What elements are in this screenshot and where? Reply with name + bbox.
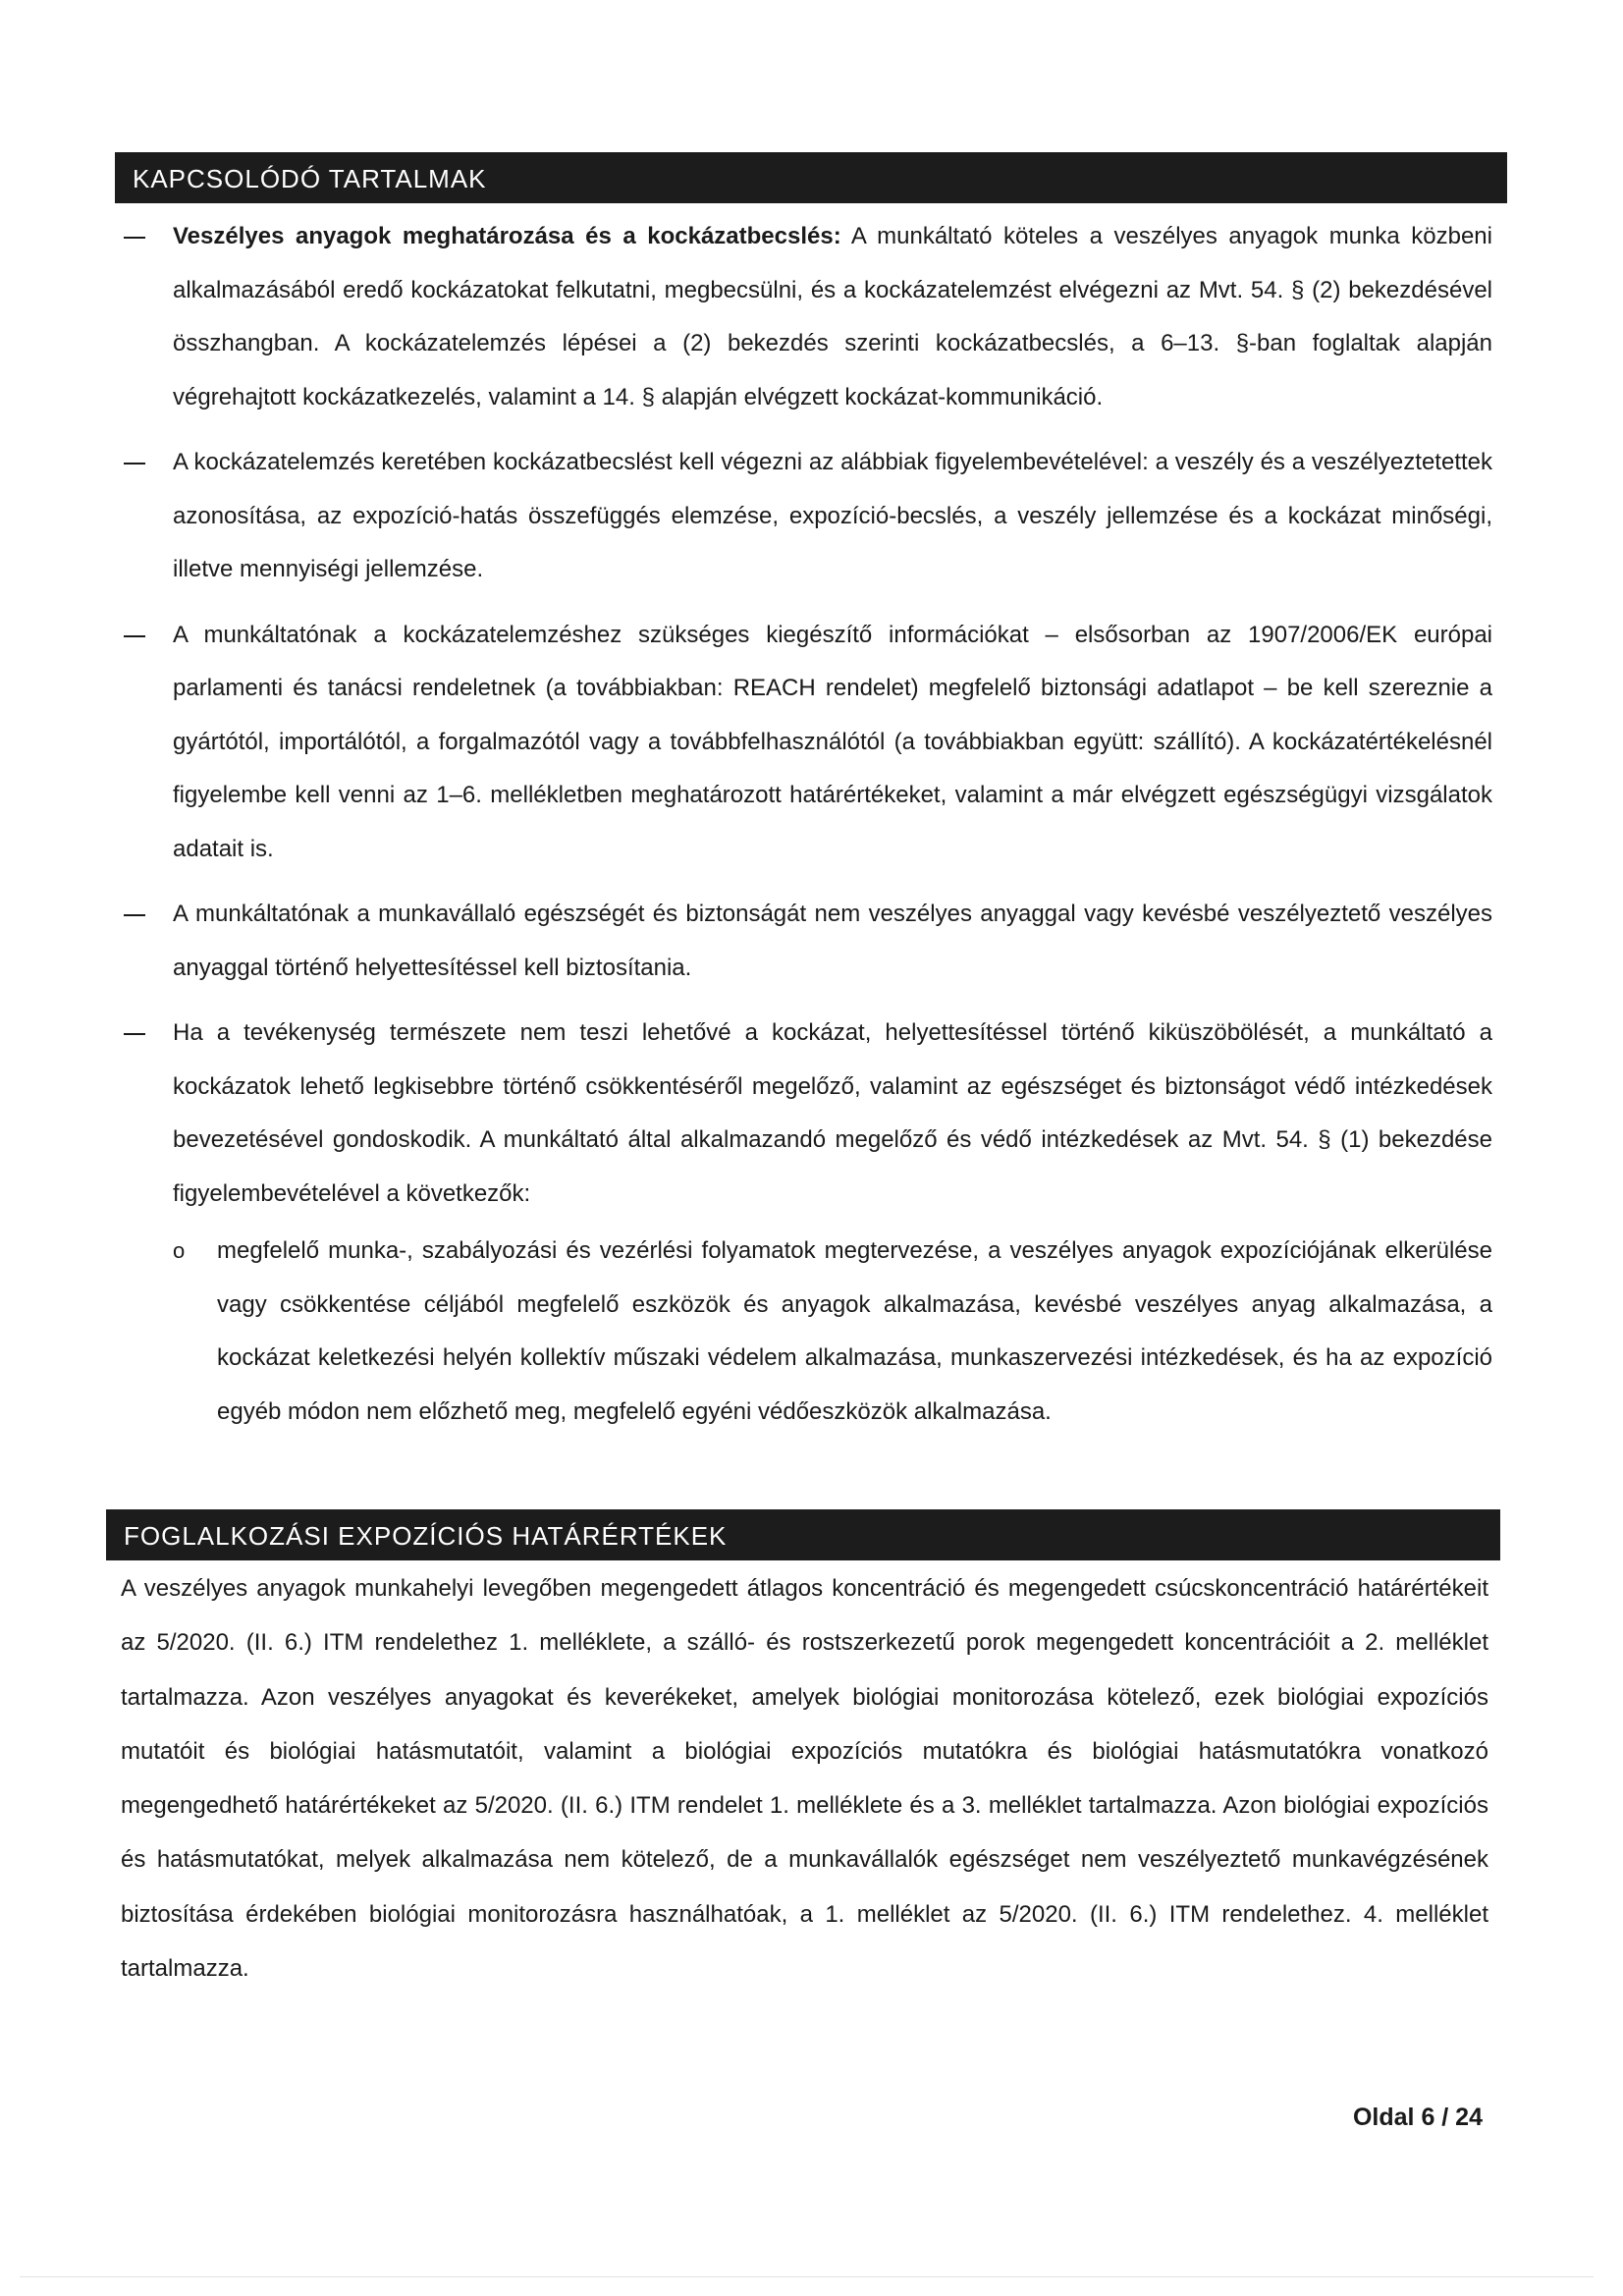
list-item <box>118 888 1492 995</box>
related-content-list <box>118 210 1492 1450</box>
list-item <box>118 436 1492 597</box>
page-number: Oldal 6 / 24 <box>1352 2104 1483 2131</box>
list-item-text: A munkáltató köteles a veszélyes anyagok munka közbeni alkalmazásából eredő kockázatokat felkutatni, megbecsülni, és a kockázatelemzést elvégezni az Mvt. 54. § (2) bekezdésével összhangban. A kockázatelemzés lépései a (2) bekezdés szerinti kockázatbecslés, a 6–13. §-ban foglaltak alapján végrehajtott kockázatkezelés, valamint a 14. § alapján elvégzett kockázat-kommunikáció. <box>173 223 1492 410</box>
page-edge-divider <box>20 2276 1594 2277</box>
sub-list-item-text: megfelelő munka-, szabályozási és vezérlési folyamatok megtervezése, a veszélyes anyagok expozíciójának elkerülése vagy csökkentése céljából megfelelő eszközök és anyagok alkalmazása, kevésbé veszélyes anyag alkalmazása, a kockázat keletkezési helyén kollektív műszaki védelem alkalmazása, munkaszervezési intézkedések, és ha az expozíció egyéb módon nem előzhető meg, megfelelő egyéni védőeszközök alkalmazása. <box>217 1237 1492 1425</box>
list-item-text: A munkáltatónak a munkavállaló egészségét és biztonságát nem veszélyes anyaggal vagy kevésbé veszélyeztető veszélyes anyaggal történő helyettesítéssel kell biztosítania. <box>173 901 1492 981</box>
list-item <box>118 210 1492 424</box>
section-heading-kapcsolodo-tartalmak: KAPCSOLÓDÓ TARTALMAK <box>115 152 1507 203</box>
list-item <box>118 1007 1492 1439</box>
list-item-lead: Veszélyes anyagok meghatározása és a kockázatbecslés: <box>173 223 841 249</box>
section-heading-foglalkozasi-expozicios-hatarertekek: FOGLALKOZÁSI EXPOZÍCIÓS HATÁRÉRTÉKEK <box>106 1509 1500 1560</box>
sub-list <box>173 1225 1492 1439</box>
sub-list-item <box>173 1225 1492 1439</box>
exposure-limits-paragraph: A veszélyes anyagok munkahelyi levegőben megengedett átlagos koncentráció és megengedett csúcskoncentráció határértékeit az 5/2020. (II. 6.) ITM rendelethez 1. melléklete, a szálló- és rostszerkezetű porok megengedett koncentrációit a 2. melléklet tartalmazza. Azon veszélyes anyagokat és keverékeket, amelyek biológiai monitorozása kötelező, ezek biológiai expozíciós mutatóit és biológiai hatásmutatóit, valamint a biológiai expozíciós mutatókra és biológiai hatásmutatókra vonatkozó megengedhető határértékeket az 5/2020. (II. 6.) ITM rendelet 1. melléklete és a 3. melléklet tartalmazza. Azon biológiai expozíciós és hatásmutatókat, melyek alkalmazása nem kötelező, de a munkavállalók egészséget nem veszélyeztető munkavégzésének biztosítása érdekében biológiai monitorozásra használhatóak, a 1. melléklet az 5/2020. (II. 6.) ITM rendelethez. 4. melléklet tartalmazza. <box>121 1575 1488 1983</box>
list-item-text: Ha a tevékenység természete nem teszi lehetővé a kockázat, helyettesítéssel történő kiküszöbölését, a munkáltató a kockázatok lehető legkisebbre történő csökkentéséről megelőző, valamint az egészséget és biztonságot védő intézkedések bevezetésével gondoskodik. A munkáltató által alkalmazandó megelőző és védő intézkedések az Mvt. 54. § (1) bekezdése figyelembevételével a következők: <box>173 1019 1492 1207</box>
list-item-text: A munkáltatónak a kockázatelemzéshez szükséges kiegészítő információkat – elsősorban az 1907/2006/EK európai parlamenti és tanácsi rendeletnek (a továbbiakban: REACH rendelet) megfelelő biztonsági adatlapot – be kell szereznie a gyártótól, importálótól, a forgalmazótól vagy a továbbfelhasználótól (a továbbiakban együtt: szállító). A kockázatértékelésnél figyelembe kell venni az 1–6. mellékletben meghatározott határértékeket, valamint a már elvégzett egészségügyi vizsgálatok adatait is. <box>173 621 1492 862</box>
list-item-text: A kockázatelemzés keretében kockázatbecslést kell végezni az alábbiak figyelembevételével: a veszély és a veszélyeztetettek azonosítása, az expozíció-hatás összefüggés elemzése, expozíció-becslés, a veszély jellemzése és a kockázat minőségi, illetve mennyiségi jellemzése. <box>173 449 1492 582</box>
circle-bullet-icon: o <box>173 1238 186 1263</box>
list-item <box>118 609 1492 877</box>
